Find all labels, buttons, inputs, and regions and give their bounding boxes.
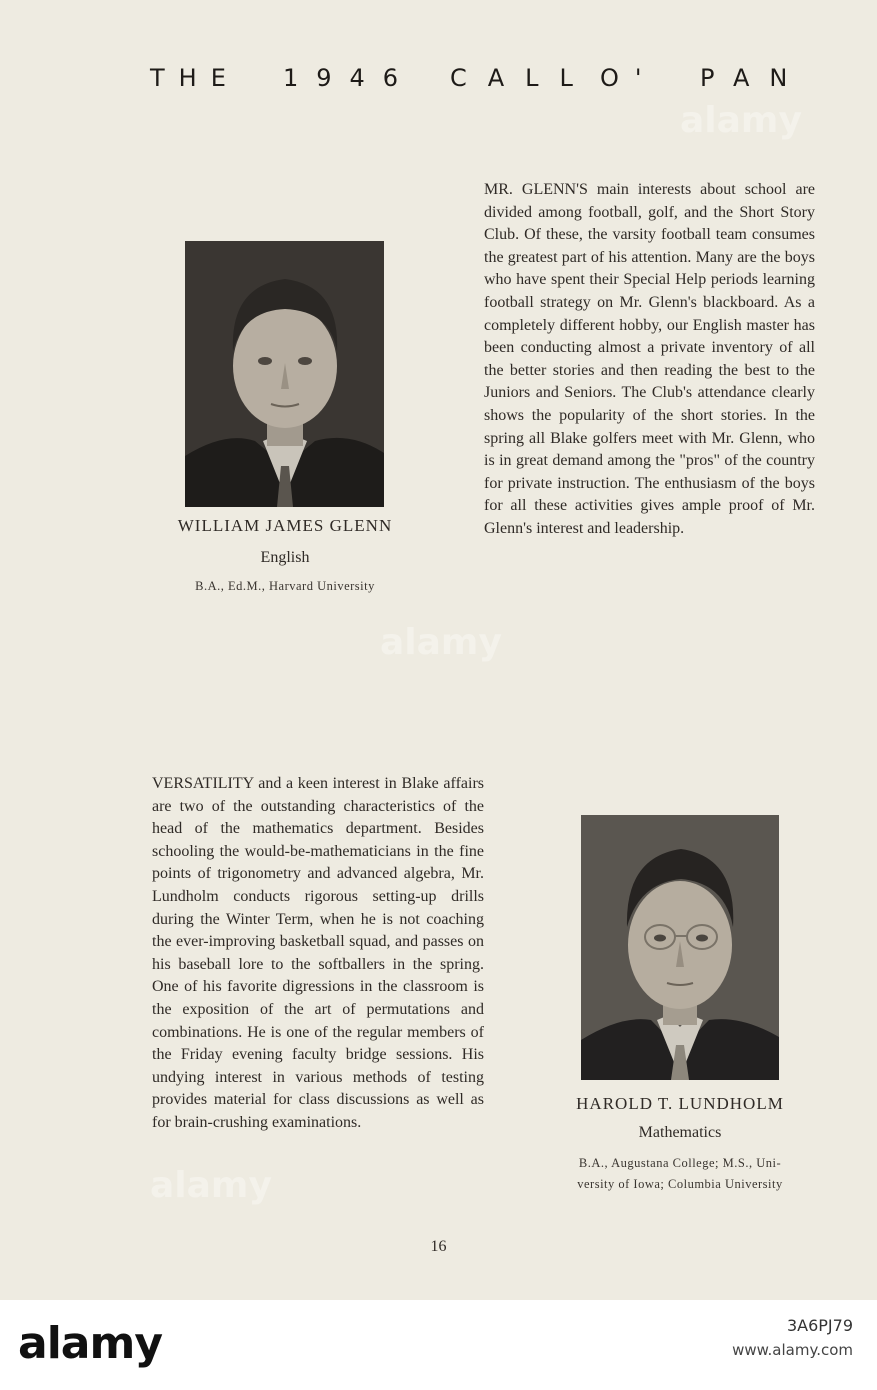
portrait-william-james-glenn [185,241,384,507]
degrees-line: versity of Iowa; Columbia University [577,1177,783,1191]
watermark: alamy [680,100,802,141]
teacher-bio: MR. GLENN'S main interests about school are divided among football, golf, and the Short Story Club. Of these, the varsity football team consumes the greatest part of his attention. Many are the boys who have spent their Special Help periods learning football strategy on Mr. Glenn's blackboard. As a completely different hobby, our English master has been conducting almost a private inventory of all the better stories and then reading the best to the Juniors and Seniors. The Club's attendance clearly shows the popularity of the short stories. In the spring all Blake golfers meet with Mr. Glenn, who is in great demand among the "pros" of the country for private instruction. The enthusiasm of the boys for all these activities gives ample proof of Mr. Glenn's interest and leadership. [484,181,815,537]
title-word: O' [600,64,658,92]
title-word: PAN [700,64,808,92]
title-word: THE [150,64,240,92]
watermark: alamy [150,1165,272,1206]
footer-info [732,1314,853,1362]
teacher-name: WILLIAM JAMES GLENN [177,516,393,535]
teacher-bio: VERSATILITY and a keen interest in Blake affairs are two of the outstanding characteristics of the head of the mathematics department. Besides schooling the would-be-mathematicians in the fine points of trigonometry and advanced algebra, Mr. Lundholm conducts rigorous setting-up drills during the Winter Term, when he is not coaching the ever-improving basketball squad, and passes on his baseball lore to the softballers in the spring. One of his favorite digressions in the classroom is the exposition of the art of permutations and combinations. He is one of the regular members of the Friday evening faculty bridge sessions. His undying interest in various methods of testing provides material for class discussions as well as for brain-crushing examinations. [152,775,484,1131]
title-word: 1946 [283,64,417,92]
stock-footer [0,1300,877,1390]
teacher-subject: Mathematics [638,1124,722,1141]
watermark: alamy [380,622,502,663]
teacher-name: HAROLD T. LUNDHOLM [576,1094,784,1113]
teacher-degrees: B.A., Ed.M., Harvard University [195,579,375,593]
teacher-subject: English [260,549,310,566]
page-number: 16 [430,1238,447,1255]
degrees-line: B.A., Augustana College; M.S., Uni- [578,1156,782,1170]
teacher-degrees [530,1153,830,1195]
alamy-logo: alamy [18,1318,162,1369]
title-word: CALL [450,64,594,92]
portrait-harold-t-lundholm [581,815,779,1080]
page-title [150,64,820,104]
image-id: 3A6PJ79 [786,1316,853,1335]
footer-url[interactable]: www.alamy.com [732,1341,853,1359]
